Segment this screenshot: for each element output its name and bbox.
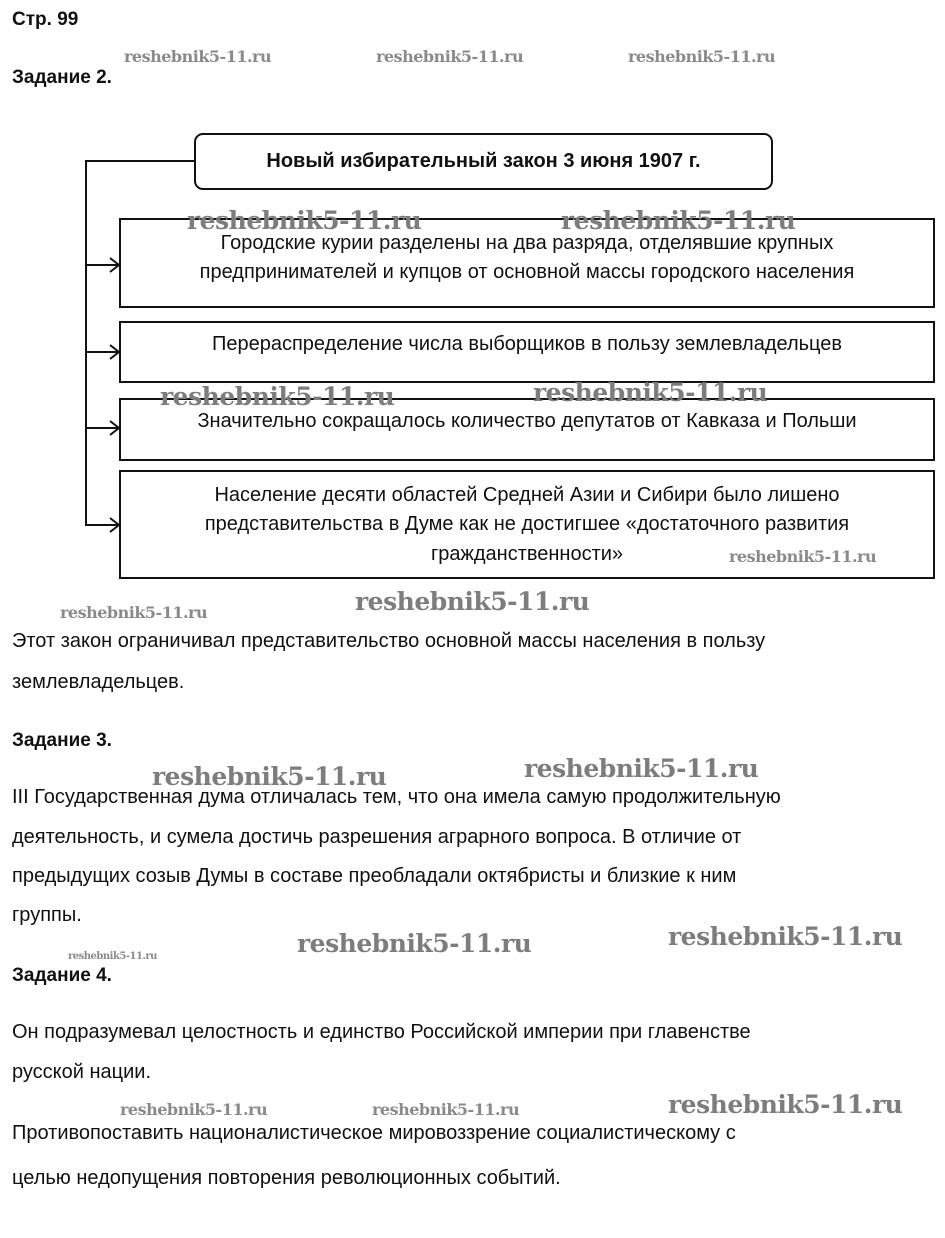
task4-answer-line: Он подразумевал целостность и единство Российской империи при главенстве: [12, 1021, 751, 1043]
watermark: reshebnik5-11.ru: [355, 587, 590, 616]
item-line: Население десяти областей Средней Азии и Сибири было лишено: [214, 484, 840, 506]
diagram-item-2: [119, 321, 935, 383]
task3-answer-line: деятельность, и сумела достичь разрешения аграрного вопроса. В отличие от: [12, 826, 742, 848]
watermark: reshebnik5-11.ru: [297, 929, 532, 958]
diagram-title: Новый избирательный закон 3 июня 1907 г.: [266, 150, 701, 172]
watermark: reshebnik5-11.ru: [160, 382, 395, 411]
item-line: Значительно сокращалось количество депутатов от Кавказа и Польши: [197, 410, 857, 432]
watermark: reshebnik5-11.ru: [187, 206, 422, 235]
task2-answer-line: землевладельцев.: [12, 671, 185, 693]
watermark: reshebnik5-11.ru: [376, 47, 524, 66]
watermark: reshebnik5-11.ru: [68, 951, 157, 962]
task2-heading: Задание 2.: [12, 67, 112, 88]
task4-heading: Задание 4.: [12, 965, 112, 986]
item-line: Городские курии разделены на два разряда, отделявшие крупных: [220, 232, 834, 254]
task3-answer-line: III Государственная дума отличалась тем, что она имела самую продолжительную: [12, 786, 781, 808]
item-line: Перераспределение числа выборщиков в пользу землевладельцев: [211, 333, 843, 355]
watermark: reshebnik5-11.ru: [524, 754, 759, 783]
page-label: Стр. 99: [12, 9, 79, 30]
item-line: предпринимателей и купцов от основной массы городского населения: [199, 261, 855, 283]
watermark: reshebnik5-11.ru: [729, 547, 877, 566]
task3-answer-line: группы.: [12, 904, 82, 926]
watermark: reshebnik5-11.ru: [668, 1090, 903, 1119]
task2-answer-line: Этот закон ограничивал представительство основной массы населения в пользу: [12, 630, 766, 652]
watermark: reshebnik5-11.ru: [668, 922, 903, 951]
task3-answer-line: предыдущих созыв Думы в составе преобладали октябристы и близкие к ним: [12, 865, 737, 887]
task4-answer-line: русской нации.: [12, 1061, 152, 1083]
watermark: reshebnik5-11.ru: [120, 1100, 268, 1119]
task3-heading: Задание 3.: [12, 730, 112, 751]
item-line: гражданственности»: [430, 543, 624, 565]
watermark: reshebnik5-11.ru: [628, 47, 776, 66]
watermark: reshebnik5-11.ru: [372, 1100, 520, 1119]
item-line: представительства в Думе как не достигшее «достаточного развития: [204, 513, 850, 535]
diagram-title-box: [194, 133, 773, 190]
watermark: reshebnik5-11.ru: [152, 762, 387, 791]
task4-answer-line: Противопоставить националистическое мировоззрение социалистическому с: [12, 1122, 736, 1144]
watermark: reshebnik5-11.ru: [533, 378, 768, 407]
watermark: reshebnik5-11.ru: [60, 603, 208, 622]
task4-answer-line: целью недопущения повторения революционных событий.: [12, 1167, 561, 1189]
watermark: reshebnik5-11.ru: [124, 47, 272, 66]
watermark: reshebnik5-11.ru: [561, 206, 796, 235]
